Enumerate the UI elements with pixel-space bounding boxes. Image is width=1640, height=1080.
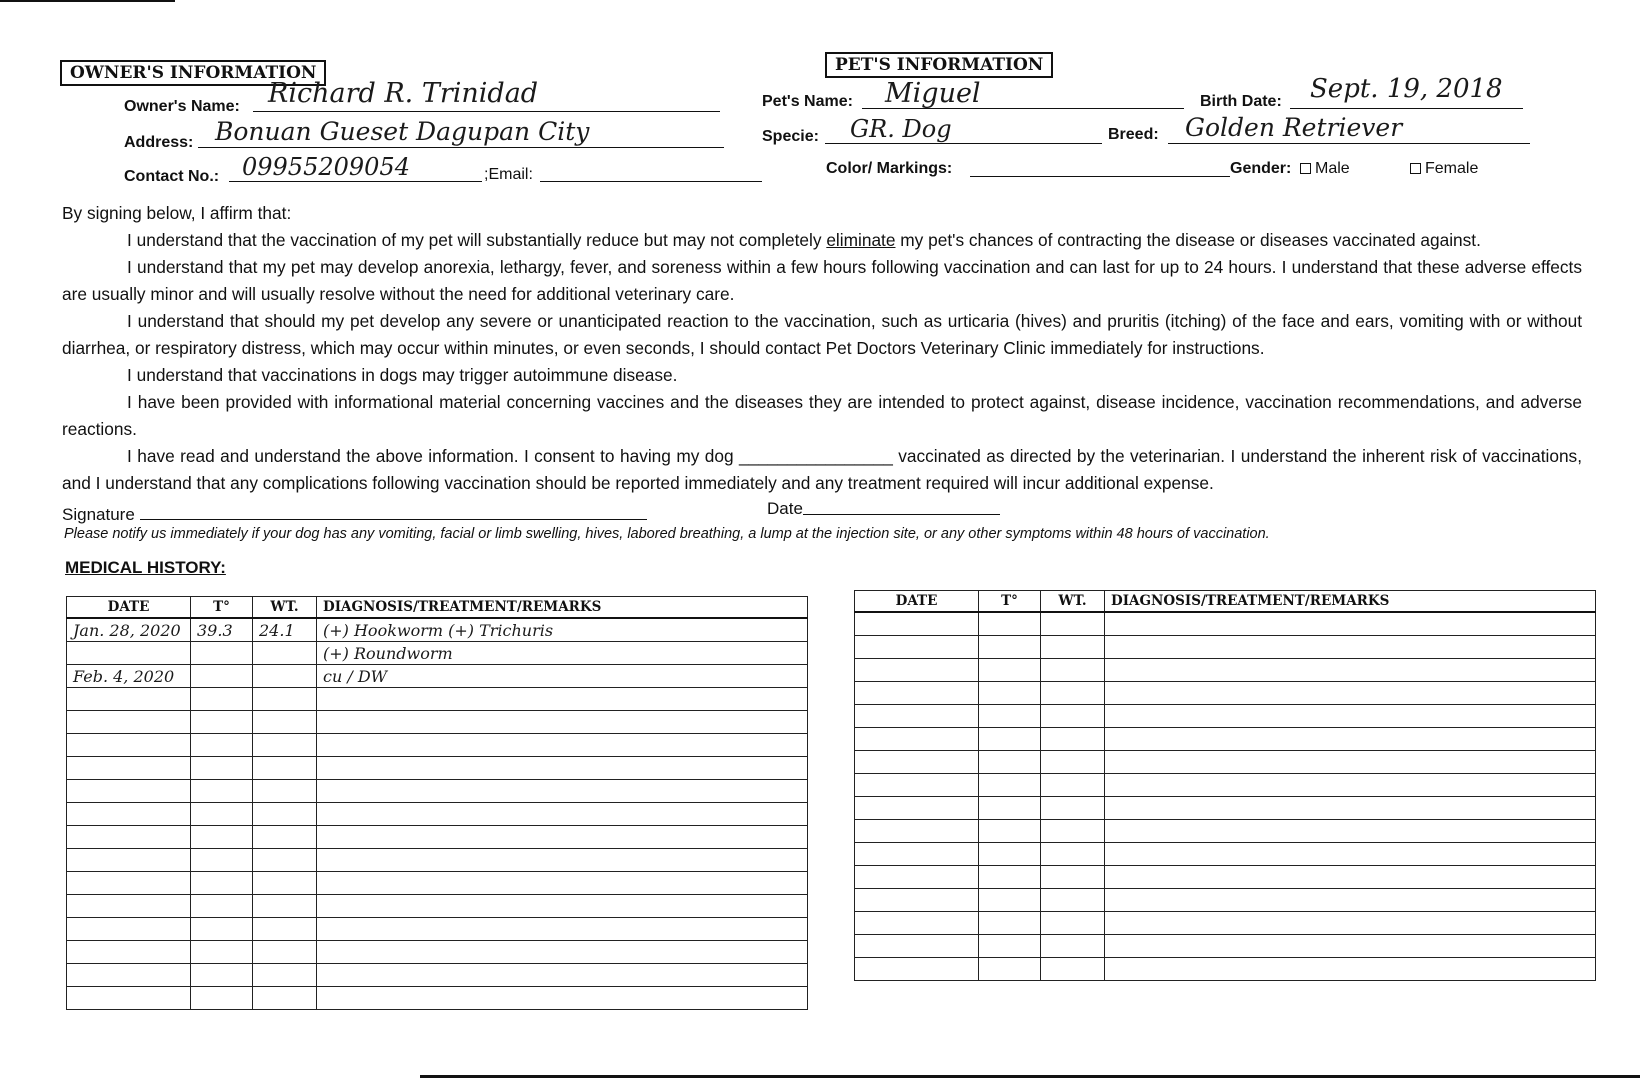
gender-label: Gender: bbox=[1230, 160, 1292, 177]
diagnosis-cell[interactable] bbox=[317, 987, 808, 1010]
temperature-cell[interactable] bbox=[191, 757, 253, 780]
weight-cell[interactable] bbox=[1041, 889, 1105, 912]
table-row bbox=[855, 705, 1596, 728]
weight-cell[interactable] bbox=[253, 780, 317, 803]
diagnosis-cell[interactable] bbox=[317, 941, 808, 964]
diagnosis-cell[interactable] bbox=[1105, 912, 1596, 935]
temperature-cell[interactable] bbox=[191, 734, 253, 757]
diagnosis-cell[interactable] bbox=[317, 918, 808, 941]
table-row bbox=[67, 918, 808, 941]
table-row bbox=[855, 751, 1596, 774]
diagnosis-cell[interactable] bbox=[1105, 659, 1596, 682]
diagnosis-cell[interactable] bbox=[317, 803, 808, 826]
weight-cell[interactable] bbox=[1041, 612, 1105, 636]
owner-name-field[interactable]: Richard R. Trinidad bbox=[268, 78, 539, 109]
temperature-cell[interactable]: 39.3 bbox=[191, 618, 253, 642]
temperature-cell[interactable] bbox=[979, 866, 1041, 889]
medical-history-table-left bbox=[66, 596, 808, 1010]
date-column-header: DATE bbox=[855, 591, 979, 613]
diagnosis-cell[interactable] bbox=[1105, 958, 1596, 981]
date-line[interactable] bbox=[803, 514, 1000, 515]
temperature-cell[interactable] bbox=[979, 682, 1041, 705]
table-row bbox=[855, 843, 1596, 866]
pet-name-field[interactable]: Miguel bbox=[885, 78, 981, 109]
date-cell[interactable] bbox=[855, 958, 979, 981]
female-label: Female bbox=[1425, 160, 1479, 177]
date-cell[interactable] bbox=[855, 912, 979, 935]
weight-cell[interactable] bbox=[253, 688, 317, 711]
table-header-row bbox=[67, 597, 808, 619]
date-cell[interactable] bbox=[855, 751, 979, 774]
diagnosis-cell[interactable] bbox=[317, 734, 808, 757]
specie-field[interactable]: GR. Dog bbox=[850, 115, 952, 143]
date-label: Date bbox=[767, 499, 803, 518]
owner-name-label: Owner's Name: bbox=[124, 98, 240, 115]
weight-cell[interactable] bbox=[253, 642, 317, 665]
weight-cell[interactable] bbox=[1041, 636, 1105, 659]
weight-cell[interactable] bbox=[1041, 774, 1105, 797]
consent-intro: By signing below, I affirm that: bbox=[62, 203, 292, 223]
temperature-cell[interactable] bbox=[979, 728, 1041, 751]
diagnosis-cell[interactable] bbox=[1105, 636, 1596, 659]
temperature-cell[interactable] bbox=[191, 642, 253, 665]
specie-line bbox=[825, 143, 1102, 144]
dog-name-blank[interactable]: ________________ bbox=[739, 446, 893, 466]
weight-column-header: WT. bbox=[1041, 591, 1105, 613]
contact-field[interactable]: 09955209054 bbox=[242, 153, 410, 181]
diagnosis-cell[interactable] bbox=[317, 964, 808, 987]
diagnosis-cell[interactable] bbox=[317, 895, 808, 918]
temperature-cell[interactable] bbox=[191, 780, 253, 803]
weight-cell[interactable] bbox=[253, 665, 317, 688]
temperature-cell[interactable] bbox=[979, 843, 1041, 866]
weight-cell[interactable] bbox=[1041, 728, 1105, 751]
table-row bbox=[67, 665, 808, 688]
diagnosis-cell[interactable] bbox=[1105, 935, 1596, 958]
date-cell[interactable] bbox=[67, 826, 191, 849]
date-cell[interactable] bbox=[855, 843, 979, 866]
temperature-cell[interactable] bbox=[979, 636, 1041, 659]
temperature-cell[interactable] bbox=[979, 659, 1041, 682]
weight-cell[interactable] bbox=[253, 734, 317, 757]
date-cell[interactable] bbox=[855, 935, 979, 958]
diagnosis-cell[interactable] bbox=[317, 688, 808, 711]
date-cell[interactable] bbox=[855, 728, 979, 751]
diagnosis-cell[interactable] bbox=[317, 711, 808, 734]
diagnosis-cell[interactable] bbox=[1105, 820, 1596, 843]
date-cell[interactable] bbox=[67, 872, 191, 895]
consent-paragraph-2: I understand that my pet may develop anorexia, lethargy, fever, and soreness within a few hours following vaccination and can last for up to 24 hours. I understand that these adverse effects are usually minor and will usually resolve without the need for additional veterinary care. bbox=[62, 257, 1582, 304]
table-row bbox=[67, 987, 808, 1010]
temperature-cell[interactable] bbox=[979, 612, 1041, 636]
date-cell[interactable] bbox=[67, 918, 191, 941]
diagnosis-cell[interactable]: cu / DW bbox=[317, 665, 808, 688]
date-cell[interactable] bbox=[855, 612, 979, 636]
table-row bbox=[855, 636, 1596, 659]
weight-cell[interactable] bbox=[1041, 820, 1105, 843]
date-cell[interactable]: Feb. 4, 2020 bbox=[67, 665, 191, 688]
address-label: Address: bbox=[124, 134, 194, 151]
diagnosis-cell[interactable] bbox=[1105, 889, 1596, 912]
consent-paragraph-1: I understand that the vaccination of my pet will substantially reduce but may not completely eliminate my pet's chances of contracting the disease or diseases vaccinated against. bbox=[127, 230, 1481, 250]
gender-male-option[interactable] bbox=[1294, 160, 1350, 178]
color-markings-label: Color/ Markings: bbox=[826, 160, 953, 177]
date-cell[interactable] bbox=[67, 849, 191, 872]
temperature-column-header: T° bbox=[191, 597, 253, 619]
breed-field[interactable]: Golden Retriever bbox=[1185, 113, 1403, 142]
table-row bbox=[67, 849, 808, 872]
date-cell[interactable] bbox=[67, 941, 191, 964]
table-row bbox=[855, 958, 1596, 981]
weight-cell[interactable] bbox=[1041, 682, 1105, 705]
temperature-cell[interactable] bbox=[979, 820, 1041, 843]
gender-female-option[interactable] bbox=[1404, 160, 1478, 178]
table-header-row bbox=[855, 591, 1596, 613]
temperature-cell[interactable] bbox=[979, 912, 1041, 935]
temperature-cell[interactable] bbox=[191, 803, 253, 826]
table-row bbox=[855, 889, 1596, 912]
email-line bbox=[540, 181, 762, 182]
temperature-cell[interactable] bbox=[191, 941, 253, 964]
owner-name-line bbox=[253, 111, 720, 112]
specie-label: Specie: bbox=[762, 128, 819, 145]
date-cell[interactable] bbox=[67, 642, 191, 665]
diagnosis-cell[interactable] bbox=[1105, 797, 1596, 820]
temperature-cell[interactable] bbox=[979, 751, 1041, 774]
weight-cell[interactable] bbox=[253, 711, 317, 734]
contact-label: Contact No.: bbox=[124, 168, 220, 185]
temperature-cell[interactable] bbox=[191, 711, 253, 734]
male-checkbox[interactable] bbox=[1300, 163, 1311, 174]
table-row bbox=[67, 895, 808, 918]
weight-cell[interactable] bbox=[1041, 705, 1105, 728]
temperature-cell[interactable] bbox=[979, 889, 1041, 912]
consent-paragraph-4: I understand that vaccinations in dogs may trigger autoimmune disease. bbox=[127, 365, 678, 385]
date-cell[interactable] bbox=[855, 820, 979, 843]
weight-cell[interactable] bbox=[253, 803, 317, 826]
weight-cell[interactable] bbox=[1041, 912, 1105, 935]
address-field[interactable]: Bonuan Gueset Dagupan City bbox=[215, 117, 590, 146]
diagnosis-cell[interactable] bbox=[1105, 705, 1596, 728]
diagnosis-cell[interactable] bbox=[317, 780, 808, 803]
signature-line[interactable] bbox=[140, 519, 647, 520]
weight-cell[interactable] bbox=[253, 918, 317, 941]
table-row bbox=[855, 612, 1596, 636]
contact-line bbox=[229, 181, 482, 182]
breed-label: Breed: bbox=[1108, 126, 1159, 143]
weight-cell[interactable] bbox=[253, 895, 317, 918]
pet-section-heading: PET'S INFORMATION bbox=[825, 52, 1053, 78]
date-cell[interactable] bbox=[67, 895, 191, 918]
color-markings-line bbox=[970, 176, 1230, 177]
bottom-edge-line bbox=[420, 1075, 1640, 1078]
date-cell[interactable] bbox=[855, 889, 979, 912]
signature-label: Signature bbox=[62, 505, 135, 524]
weight-cell[interactable] bbox=[1041, 935, 1105, 958]
email-label: ;Email: bbox=[484, 166, 533, 183]
female-checkbox[interactable] bbox=[1410, 163, 1421, 174]
date-cell[interactable] bbox=[855, 774, 979, 797]
diagnosis-cell[interactable] bbox=[317, 849, 808, 872]
table-row bbox=[855, 774, 1596, 797]
table-row bbox=[855, 682, 1596, 705]
male-label: Male bbox=[1315, 160, 1350, 177]
birth-date-label: Birth Date: bbox=[1200, 93, 1282, 110]
date-cell[interactable] bbox=[855, 636, 979, 659]
date-cell[interactable] bbox=[855, 797, 979, 820]
weight-cell[interactable] bbox=[253, 987, 317, 1010]
temperature-cell[interactable] bbox=[979, 958, 1041, 981]
diagnosis-cell[interactable] bbox=[317, 757, 808, 780]
birth-date-field[interactable]: Sept. 19, 2018 bbox=[1310, 74, 1503, 104]
weight-cell[interactable] bbox=[1041, 843, 1105, 866]
temperature-cell[interactable] bbox=[979, 774, 1041, 797]
consent-paragraph-3: I understand that should my pet develop any severe or unanticipated reaction to the vaccination, such as urticaria (hives) and pruritis (itching) of the face and ears, vomiting with or without diarrhea, or respiratory distress, which may occur within minutes, or even seconds, I should contact Pet Doctors Veterinary Clinic immediately for instructions. bbox=[62, 311, 1582, 358]
table-row bbox=[67, 780, 808, 803]
table-row bbox=[67, 618, 808, 642]
table-row bbox=[67, 642, 808, 665]
table-row bbox=[855, 912, 1596, 935]
temperature-cell[interactable] bbox=[191, 964, 253, 987]
date-cell[interactable] bbox=[855, 659, 979, 682]
date-cell[interactable] bbox=[855, 705, 979, 728]
temperature-cell[interactable] bbox=[191, 872, 253, 895]
date-cell[interactable] bbox=[67, 734, 191, 757]
temperature-cell[interactable] bbox=[191, 895, 253, 918]
diagnosis-cell[interactable] bbox=[317, 872, 808, 895]
diagnosis-cell[interactable] bbox=[1105, 774, 1596, 797]
date-cell[interactable] bbox=[67, 780, 191, 803]
date-cell[interactable] bbox=[67, 711, 191, 734]
table-row bbox=[855, 820, 1596, 843]
diagnosis-cell[interactable] bbox=[1105, 682, 1596, 705]
weight-cell[interactable] bbox=[1041, 866, 1105, 889]
temperature-cell[interactable] bbox=[191, 826, 253, 849]
weight-cell[interactable] bbox=[253, 964, 317, 987]
table-row bbox=[67, 964, 808, 987]
date-cell[interactable] bbox=[67, 688, 191, 711]
table-row bbox=[67, 688, 808, 711]
address-line bbox=[198, 147, 724, 148]
table-row bbox=[67, 941, 808, 964]
table-row bbox=[67, 711, 808, 734]
weight-cell[interactable] bbox=[253, 849, 317, 872]
date-column-header: DATE bbox=[67, 597, 191, 619]
temperature-cell[interactable] bbox=[979, 705, 1041, 728]
diagnosis-column-header: DIAGNOSIS/TREATMENT/REMARKS bbox=[1105, 591, 1596, 613]
diagnosis-cell[interactable] bbox=[1105, 612, 1596, 636]
table-row bbox=[67, 826, 808, 849]
temperature-cell[interactable] bbox=[979, 935, 1041, 958]
weight-cell[interactable] bbox=[253, 826, 317, 849]
weight-cell[interactable] bbox=[253, 941, 317, 964]
date-cell[interactable] bbox=[855, 682, 979, 705]
notice-text: Please notify us immediately if your dog has any vomiting, facial or limb swelling, hives, labored breathing, a lump at the injection site, or any other symptoms within 48 hours of vaccination. bbox=[64, 526, 1270, 542]
weight-cell[interactable] bbox=[1041, 797, 1105, 820]
weight-cell[interactable]: 24.1 bbox=[253, 618, 317, 642]
date-cell[interactable]: Jan. 28, 2020 bbox=[67, 618, 191, 642]
table-row bbox=[855, 866, 1596, 889]
diagnosis-cell[interactable]: (+) Roundworm bbox=[317, 642, 808, 665]
birth-date-line bbox=[1290, 108, 1523, 109]
medical-history-table-right bbox=[854, 590, 1596, 981]
pet-name-label: Pet's Name: bbox=[762, 93, 853, 110]
date-cell[interactable] bbox=[855, 866, 979, 889]
date-cell[interactable] bbox=[67, 987, 191, 1010]
owner-section-heading: OWNER'S INFORMATION bbox=[60, 60, 326, 86]
diagnosis-cell[interactable] bbox=[1105, 843, 1596, 866]
table-row bbox=[67, 803, 808, 826]
temperature-column-header: T° bbox=[979, 591, 1041, 613]
temperature-cell[interactable] bbox=[191, 849, 253, 872]
diagnosis-column-header: DIAGNOSIS/TREATMENT/REMARKS bbox=[317, 597, 808, 619]
temperature-cell[interactable] bbox=[191, 918, 253, 941]
table-row bbox=[855, 728, 1596, 751]
temperature-cell[interactable] bbox=[979, 797, 1041, 820]
weight-cell[interactable] bbox=[253, 757, 317, 780]
table-row bbox=[855, 935, 1596, 958]
table-row bbox=[67, 734, 808, 757]
table-row bbox=[67, 757, 808, 780]
medical-history-heading: MEDICAL HISTORY: bbox=[65, 558, 226, 577]
consent-paragraph-5: I have been provided with informational material concerning vaccines and the diseases they are intended to protect against, disease incidence, vaccination recommendations, and adverse reactions. bbox=[62, 392, 1582, 439]
consent-paragraph-6: I have read and understand the above information. I consent to having my dog ________________ vaccinated as directed by the veterinarian. I understand the inherent risk of vaccinations, and I understand that any complications following vaccination should be reported immediately and any treatment required will incur additional expense. bbox=[62, 446, 1582, 493]
weight-column-header: WT. bbox=[253, 597, 317, 619]
temperature-cell[interactable] bbox=[191, 665, 253, 688]
table-row bbox=[855, 659, 1596, 682]
table-row bbox=[67, 872, 808, 895]
date-cell[interactable] bbox=[67, 964, 191, 987]
diagnosis-cell[interactable] bbox=[1105, 751, 1596, 774]
date-cell[interactable] bbox=[67, 757, 191, 780]
date-cell[interactable] bbox=[67, 803, 191, 826]
diagnosis-cell[interactable] bbox=[317, 826, 808, 849]
diagnosis-cell[interactable]: (+) Hookworm (+) Trichuris bbox=[317, 618, 808, 642]
temperature-cell[interactable] bbox=[191, 987, 253, 1010]
weight-cell[interactable] bbox=[1041, 751, 1105, 774]
consent-text bbox=[62, 200, 1582, 497]
diagnosis-cell[interactable] bbox=[1105, 728, 1596, 751]
weight-cell[interactable] bbox=[253, 872, 317, 895]
weight-cell[interactable] bbox=[1041, 659, 1105, 682]
table-row bbox=[855, 797, 1596, 820]
weight-cell[interactable] bbox=[1041, 958, 1105, 981]
top-edge-line bbox=[0, 0, 175, 2]
temperature-cell[interactable] bbox=[191, 688, 253, 711]
breed-line bbox=[1168, 143, 1530, 144]
diagnosis-cell[interactable] bbox=[1105, 866, 1596, 889]
